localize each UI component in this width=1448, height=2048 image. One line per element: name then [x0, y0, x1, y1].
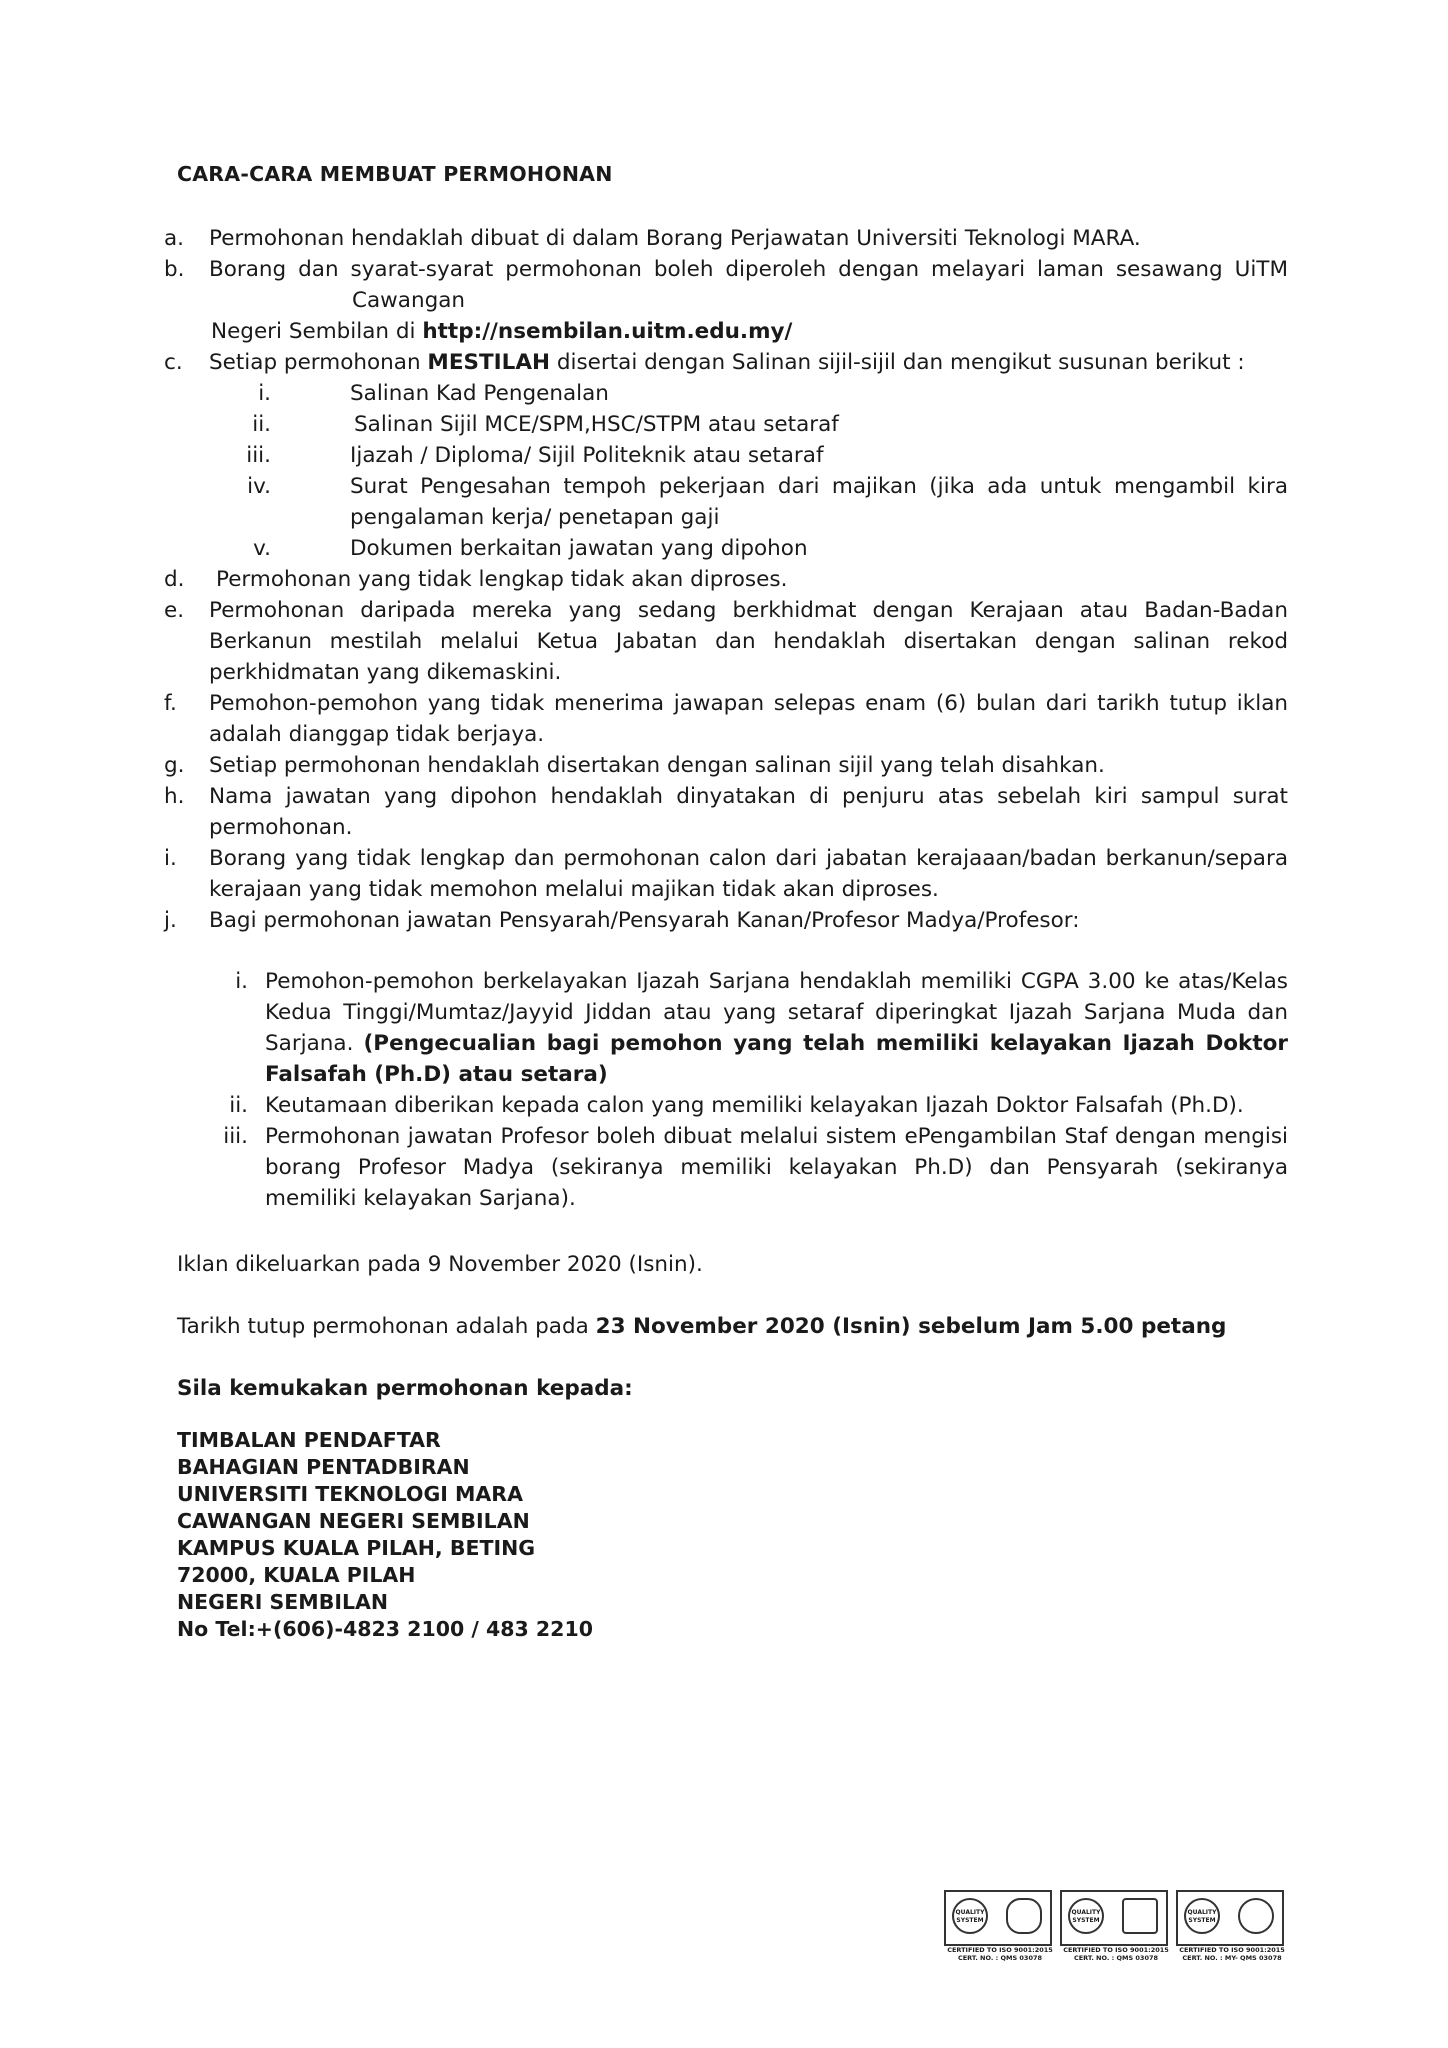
standards-badge-icon: [1006, 1898, 1042, 1934]
list-item-text: Setiap permohonan hendaklah disertakan dengan salinan sijil yang telah disahkan.: [209, 753, 1105, 778]
quality-system-badge: QUALITY SYSTEM: [952, 1898, 988, 1934]
list-item-j: [164, 905, 1288, 936]
ukas-badge-icon: [1122, 1898, 1158, 1934]
address-line: NEGERI SEMBILAN: [177, 1590, 389, 1614]
iso-certification-logo: [944, 1890, 1053, 1962]
list-marker: d.: [164, 567, 185, 592]
text-run: disertai dengan Salinan sijil-sijil dan mengikut susunan berikut :: [550, 350, 1245, 375]
list-item-text: Salinan Kad Pengenalan: [350, 381, 609, 406]
cert-line: CERTIFIED TO ISO 9001:2015: [1063, 1946, 1169, 1954]
list-item-c: [164, 347, 1288, 378]
cert-number: CERT. NO. : QMS 03078: [957, 1954, 1043, 1962]
iqnet-badge-icon: [1238, 1898, 1274, 1934]
list-marker: g.: [164, 753, 185, 778]
list-marker: a.: [164, 226, 185, 251]
closing-date-text: [177, 1311, 1226, 1342]
text-run: Setiap permohonan: [209, 350, 428, 375]
website-link[interactable]: http://nsembilan.uitm.edu.my/: [422, 319, 793, 344]
mailing-address: [177, 1427, 593, 1643]
list-item-text: Salinan Sijil MCE/SPM,HSC/STPM atau setaraf: [354, 412, 839, 437]
emphasis-text: MESTILAH: [427, 350, 550, 375]
quality-system-badge: QUALITY SYSTEM: [1184, 1898, 1220, 1934]
list-item-d: [164, 564, 1288, 595]
list-marker: h.: [164, 784, 185, 809]
list-marker: i.: [164, 846, 177, 871]
address-line: UNIVERSITI TEKNOLOGI MARA: [177, 1482, 523, 1506]
sub-item-j-i: [200, 966, 1288, 1090]
sub-item-j-iii: [200, 1121, 1288, 1214]
list-item-text: Permohonan jawatan Profesor boleh dibuat melalui sistem ePengambilan Staf dengan mengisi borang Profesor Madya (sekiranya memiliki kelayakan Ph.D) dan Pensyarah (sekiranya memiliki kelayakan Sarjana).: [265, 1124, 1288, 1211]
list-marker: f.: [164, 691, 177, 716]
website-line: [211, 316, 792, 347]
list-item-line: Borang dan syarat-syarat permohonan boleh diperoleh dengan melayari laman sesawang UiTM: [209, 257, 1288, 282]
list-marker: ii.: [229, 1093, 248, 1118]
list-item-text: Dokumen berkaitan jawatan yang dipohon: [350, 536, 808, 561]
list-marker: b.: [164, 257, 185, 282]
address-line: 72000, KUALA PILAH: [177, 1563, 416, 1587]
list-item-text: Borang yang tidak lengkap dan permohonan calon dari jabatan kerajaaan/badan berkanun/separa kerajaan yang tidak memohon melalui majikan tidak akan diproses.: [209, 846, 1288, 902]
phone-number: No Tel:+(606)-4823 2100 / 483 2210: [177, 1617, 593, 1641]
cert-number: CERT. NO. : QMS 03078: [1073, 1954, 1159, 1962]
list-item-b: [164, 254, 1288, 316]
text-run: Tarikh tutup permohonan adalah pada: [177, 1314, 596, 1339]
sub-item-c-iii: [246, 440, 1256, 471]
cert-number: CERT. NO. : MY- QMS 03078: [1182, 1954, 1282, 1962]
list-item-e: [164, 595, 1288, 688]
certification-caption: [946, 1946, 1054, 1962]
list-marker: iv.: [247, 474, 271, 499]
address-line: CAWANGAN NEGERI SEMBILAN: [177, 1509, 530, 1533]
certification-caption: [1178, 1946, 1286, 1962]
list-item-a: [164, 223, 1288, 254]
list-item-i: [164, 843, 1288, 905]
list-item-text: Pemohon-pemohon yang tidak menerima jawapan selepas enam (6) bulan dari tarikh tutup iklan adalah dianggap tidak berjaya.: [209, 691, 1288, 747]
closing-date-emphasis: 23 November 2020 (Isnin) sebelum Jam 5.00 petang: [595, 1314, 1227, 1339]
list-marker: i.: [258, 381, 271, 406]
certification-caption: [1062, 1946, 1170, 1962]
list-marker: v.: [253, 536, 271, 561]
list-item-h: [164, 781, 1288, 843]
list-item-text: Permohonan daripada mereka yang sedang berkhidmat dengan Kerajaan atau Badan-Badan Berkanun mestilah melalui Ketua Jabatan dan hendaklah disertakan dengan salinan rekod perkhidmatan yang dikemaskini.: [209, 598, 1288, 685]
list-marker: iii.: [246, 443, 271, 468]
list-item-text: Permohonan hendaklah dibuat di dalam Borang Perjawatan Universiti Teknologi MARA.: [209, 226, 1141, 251]
emphasis-text: (Pengecualian bagi pemohon yang telah memiliki kelayakan Ijazah Doktor Falsafah (Ph.D) atau setara): [265, 1031, 1289, 1087]
cert-line: CERTIFIED TO ISO 9001:2015: [947, 1946, 1053, 1954]
cert-line: CERTIFIED TO ISO 9001:2015: [1179, 1946, 1285, 1954]
list-item-text: Surat Pengesahan tempoh pekerjaan dari majikan (jika ada untuk mengambil kira pengalaman kerja/ penetapan gaji: [350, 474, 1288, 530]
address-line: KAMPUS KUALA PILAH, BETING: [177, 1536, 536, 1560]
list-item-text: Ijazah / Diploma/ Sijil Politeknik atau setaraf: [350, 443, 824, 468]
sub-item-c-iv: [247, 471, 1288, 533]
list-item-text: Permohonan yang tidak lengkap tidak akan diproses.: [216, 567, 788, 592]
list-item-continuation: Cawangan: [352, 288, 466, 313]
submit-to-heading: Sila kemukakan permohonan kepada:: [177, 1376, 633, 1401]
list-item-text: [265, 966, 1288, 1090]
list-item-text: Keutamaan diberikan kepada calon yang memiliki kelayakan Ijazah Doktor Falsafah (Ph.D).: [265, 1093, 1244, 1118]
issued-date-text: Iklan dikeluarkan pada 9 November 2020 (Isnin).: [177, 1252, 703, 1277]
list-item-f: [164, 688, 1288, 750]
list-marker: c.: [164, 350, 183, 375]
list-item-g: [164, 750, 1288, 781]
list-marker: iii.: [223, 1124, 248, 1149]
sub-item-c-v: [253, 533, 1256, 564]
list-item-text: Nama jawatan yang dipohon hendaklah dinyatakan di penjuru atas sebelah kiri sampul surat permohonan.: [209, 784, 1288, 840]
list-item-text: Bagi permohonan jawatan Pensyarah/Pensyarah Kanan/Profesor Madya/Profesor:: [209, 908, 1080, 933]
list-marker: ii.: [252, 412, 271, 437]
sub-item-c-ii: [252, 409, 1256, 440]
sub-item-c-i: [256, 378, 1256, 409]
list-marker: i.: [235, 969, 248, 994]
page-title: CARA-CARA MEMBUAT PERMOHONAN: [177, 162, 613, 186]
iso-certification-logo: [1060, 1890, 1169, 1962]
website-prefix: Negeri Sembilan di: [211, 319, 423, 344]
address-line: TIMBALAN PENDAFTAR: [177, 1428, 441, 1452]
sub-item-j-ii: [200, 1090, 1288, 1121]
list-item-text: [209, 254, 1288, 316]
iso-certification-logo: [1176, 1890, 1285, 1962]
text-run: Pemohon-pemohon berkelayakan Ijazah Sarjana hendaklah memiliki CGPA 3.00 ke atas/Kelas Kedua Tinggi/Mumtaz/Jayyid Jiddan atau yang setaraf diperingkat Ijazah Sarjana Muda dan Sarjana.: [265, 969, 1288, 1056]
address-line: BAHAGIAN PENTADBIRAN: [177, 1455, 470, 1479]
certification-logos: [944, 1890, 1284, 1970]
list-item-text: [209, 347, 1288, 378]
list-marker: e.: [164, 598, 185, 623]
list-marker: j.: [164, 908, 177, 933]
quality-system-badge: QUALITY SYSTEM: [1068, 1898, 1104, 1934]
